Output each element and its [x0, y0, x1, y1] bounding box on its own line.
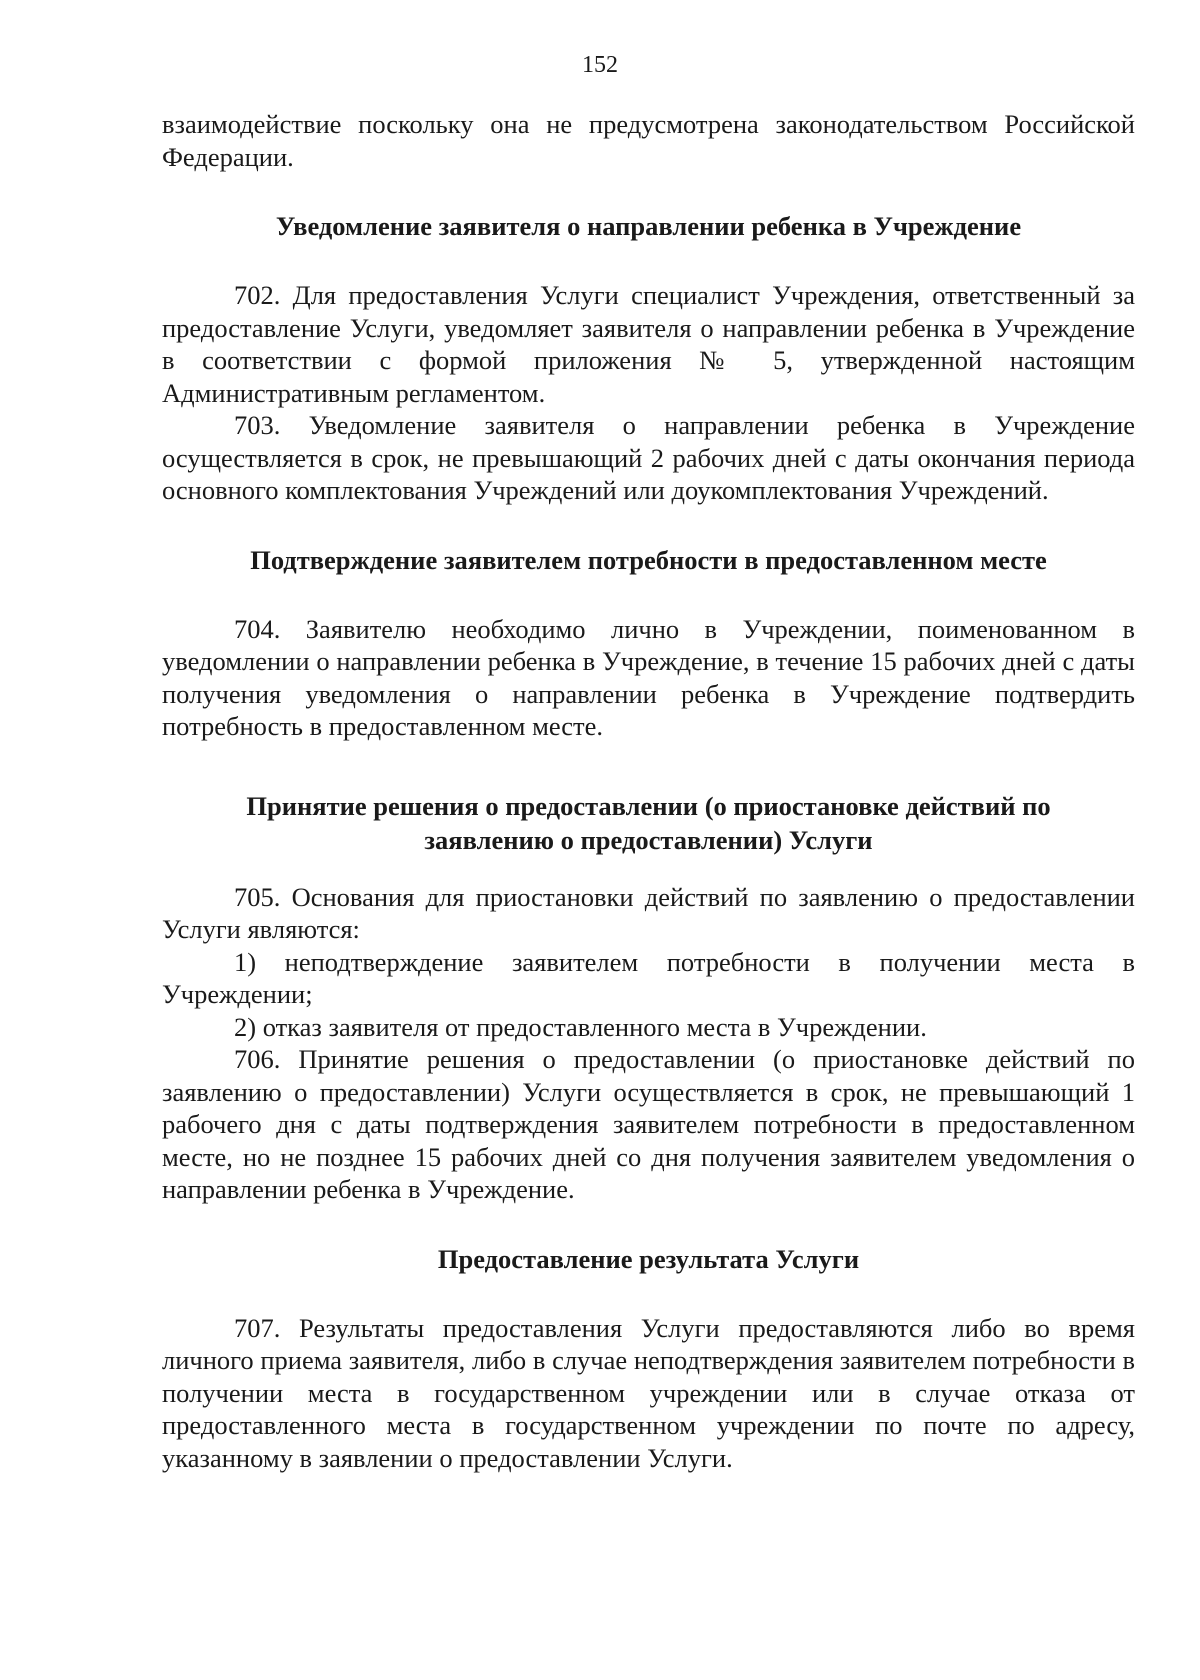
heading-result: Предоставление результата Услуги — [437, 1243, 860, 1274]
heading-decision — [162, 789, 1135, 857]
intro-paragraph: взаимодействие поскольку она не предусмотрена законодательством Российской Федерации. — [162, 109, 1135, 172]
paragraph-705-item-2: 2) отказ заявителя от предоставленного места в Учреждении. — [234, 1011, 927, 1042]
heading-confirmation: Подтверждение заявителем потребности в предоставленном месте — [250, 544, 1047, 575]
heading-decision-line-1: Принятие решения о предоставлении (о приостановке действий по — [246, 790, 1051, 821]
paragraph-702: 702. Для предоставления Услуги специалист Учреждения, ответственный за предоставление Услуги, уведомляет заявителя о направлении ребенка в Учреждение в соответствии с формой приложения № 5, утвержденной настоящим Административным регламентом. — [162, 280, 1135, 408]
paragraph-706: 706. Принятие решения о предоставлении (о приостановке действий по заявлению о предоставлении) Услуги осуществляется в срок, не превышающий 1 рабочего дня с даты подтверждения заявителем потребности в предоставленном месте, но не позднее 15 рабочих дней со дня получения заявителем уведомления о направлении ребенка в Учреждение. — [162, 1044, 1135, 1204]
paragraph-707: 707. Результаты предоставления Услуги предоставляются либо во время личного приема заявителя, либо в случае неподтверждения заявителем потребности в получении места в государственном учреждении или в случае отказа от предоставленного места в государственном учреждении по почте по адресу, указанному в заявлении о предоставлении Услуги. — [162, 1312, 1135, 1473]
page-number: 152 — [582, 52, 618, 78]
paragraph-705: 705. Основания для приостановки действий по заявлению о предоставлении Услуги являются: — [162, 881, 1135, 944]
paragraph-703: 703. Уведомление заявителя о направлении ребенка в Учреждение осуществляется в срок, не превышающий 2 рабочих дней с даты окончания периода основного комплектования Учреждений или доукомплектования Учреждений. — [162, 410, 1135, 505]
heading-notification: Уведомление заявителя о направлении ребенка в Учреждение — [275, 211, 1022, 241]
heading-decision-line-2: заявлению о предоставлении) Услуги — [424, 824, 873, 855]
paragraph-704: 704. Заявителю необходимо лично в Учреждении, поименованном в уведомлении о направлении ребенка в Учреждение, в течение 15 рабочих дней с даты получения уведомления о направлении ребенка в Учреждение подтвердить потребность в предоставленном месте. — [162, 613, 1135, 741]
document-body — [162, 108, 1135, 1474]
paragraph-705-item-1: 1) неподтверждение заявителем потребности в получении места в Учреждении; — [162, 946, 1135, 1009]
